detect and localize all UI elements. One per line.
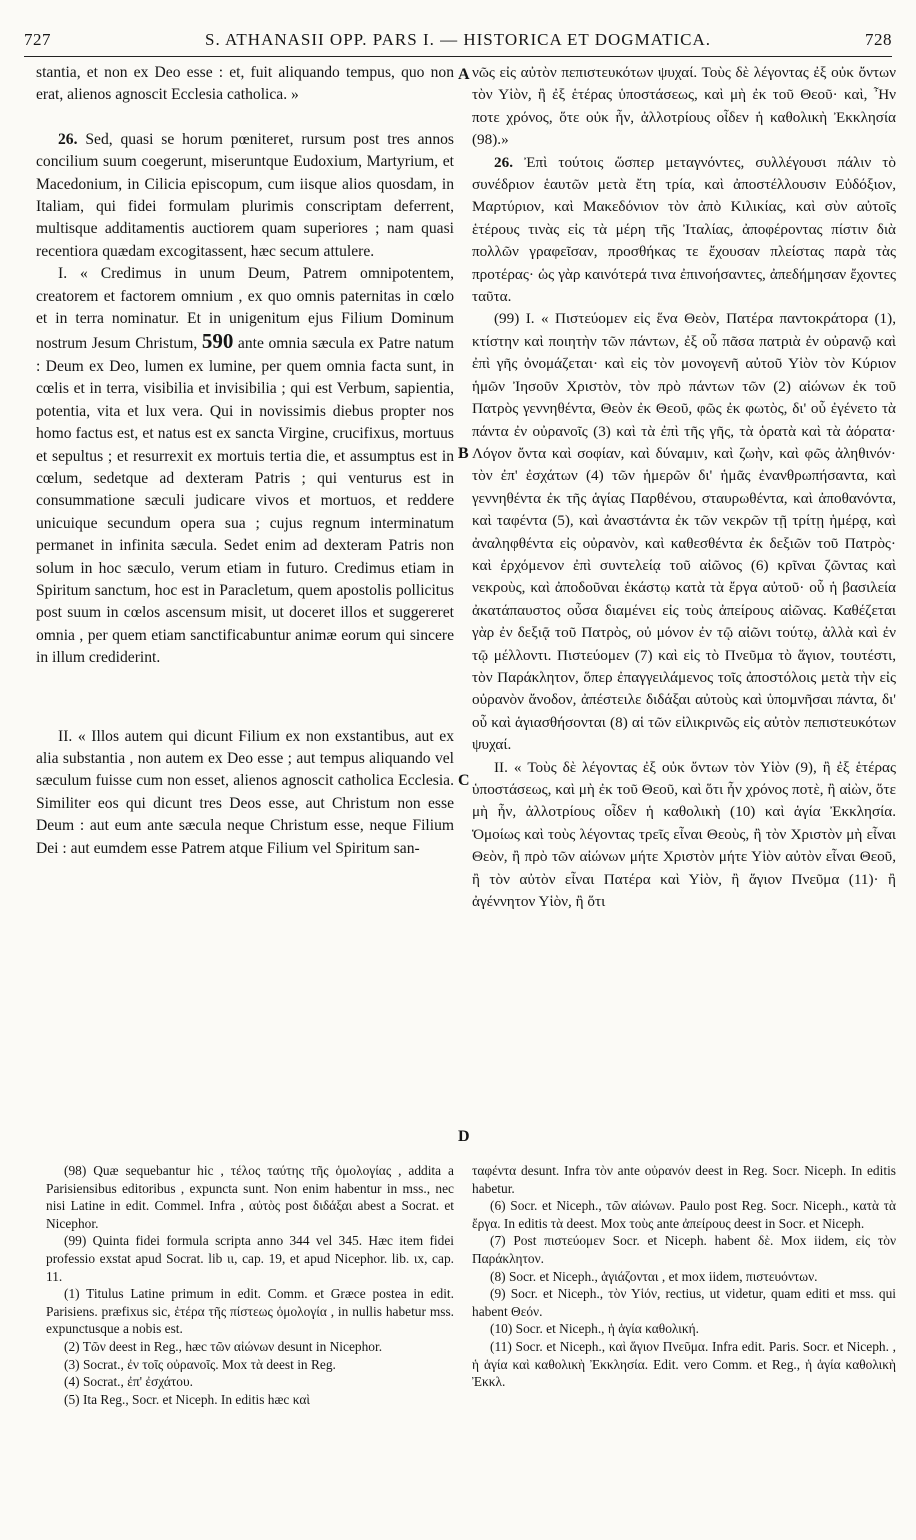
- footnote: (6) Socr. et Niceph., τῶν αἰώνων. Paulo post Reg. Socr. Niceph., κατὰ τὰ ἔργα. In editis τὰ deest. Mox τοὺς ante ἀπείρους deest in Socr. et Niceph.: [472, 1198, 896, 1231]
- running-header: [24, 30, 892, 58]
- footnote: (8) Socr. et Niceph., ἁγιάζονται , et mox iidem, πιστευόντων.: [490, 1268, 818, 1284]
- greek-paragraph-0: νῶς εἰς αὐτὸν πεπιστευκότων ψυχαί. Τοὺς δὲ λέγοντας ἐξ οὐκ ὄντων τὸν Υἱὸν, ἢ ἐξ ἑτέρας ὑποστάσεως, καὶ μὴ ἐκ τοῦ Θεοῦ· καὶ, Ἦν ποτε χρόνος, ὅτε οὐκ ἦν, ἀλλοτρίους οἶδεν ἡ καθολικὴ Ἐκκλησία (98).»: [472, 64, 896, 149]
- latin-paragraph-26-text: Sed, quasi se horum pœniteret, rursum post tres annos concilium suum coegerunt, miseruntque Eudoxium, Martyrium, et Macedonium, in Cilicia episcopum, cum iisque alios quosdam, in Italiam, qui fidei formulam plurimis conscriptam deferrent, multisque additamentis auctiorem quam superiores ; nam quasi recentiora quædam excogitassent, hæc secum attulere.: [36, 130, 454, 260]
- margin-letter-c: C: [458, 772, 470, 789]
- footnote-continued: ταφέντα desunt. Infra τὸν ante οὐρανόν deest in Reg. Socr. Niceph. In editis habetur.: [472, 1163, 896, 1196]
- footnote: (11) Socr. et Niceph., καὶ ἅγιον Πνεῦμα. Infra edit. Paris. Socr. et Niceph. , ἡ ἁγία καὶ καθολικὴ Ἐκκλησία. Edit. vero Comm. et Reg., ἡ ἁγία καθολικὴ Ἐκκλ.: [472, 1338, 896, 1390]
- page-number-right: 728: [865, 30, 892, 49]
- latin-column: [36, 62, 454, 860]
- greek-section-number: 26.: [494, 153, 513, 171]
- greek-paragraph-II: II. « Τοὺς δὲ λέγοντας ἐξ οὐκ ὄντων τὸν Υἱὸν (9), ἢ ἐξ ἑτέρας ὑποστάσεως, καὶ μὴ ἐκ τοῦ Θεοῦ, καὶ ὅτι ἦν χρόνος ποτὲ, ἢ αἰὼν, ὅτε μὴ ἦν, ἀλλοτρίους οἶδεν ἡ καθολικὴ (10) καὶ ἁγία Ἐκκλησία. Ὁμοίως καὶ τοὺς λέγοντας τρεῖς εἶναι Θεοὺς, ἢ τὸν Χριστὸν μὴ εἶναι Θεὸν, ἢ πρὸ τῶν αἰώνων μήτε Χριστὸν μήτε Υἱὸν αὐτὸν εἶναι Θεοῦ, ἢ τὸν αὐτὸν εἶναι Πατέρα καὶ Υἱὸν, ἢ ἅγιον Πνεῦμα (11)· ἢ ἀγέννητον Υἱὸν, ἢ ὅτι: [472, 758, 896, 911]
- greek-paragraph-I: (99) I. « Πιστεύομεν εἰς ἕνα Θεὸν, Πατέρα παντοκράτορα (1), κτίστην καὶ ποιητὴν τῶν πάντων, ἐξ οὗ πᾶσα πατριὰ ἐν οὐρανῷ καὶ ἐπὶ γῆς ὀνομάζεται· καὶ εἰς τὸν μονογενῆ αὐτοῦ Υἱὸν τὸν Κύριον ἡμῶν Ἰησοῦν Χριστὸν, τὸν πρὸ πάντων τῶν (2) αἰώνων ἐκ τοῦ Πατρὸς γεννηθέντα, Θεὸν ἐκ Θεοῦ, φῶς ἐκ φωτὸς, δι' οὗ ἐγένετο τὰ πάντα ἐν οὐρανοῖς (3) καὶ τὰ ἐπὶ τῆς γῆς, τὰ ὁρατὰ καὶ τὰ ἀόρατα· Λόγον ὄντα καὶ σοφίαν, καὶ δύναμιν, καὶ ζωὴν, καὶ φῶς ἀληθινόν· τὸν ἐπ' ἐσχάτων (4) τῶν ἡμερῶν δι' ἡμᾶς ἐνανθρωπήσαντα, καὶ γεννηθέντα ἐκ τῆς ἁγίας Παρθένου, σταυρωθέντα, καὶ ἀποθανόντα, καὶ ταφέντα (5), καὶ ἀναστάντα ἐκ τῶν νεκρῶν τῇ τρίτῃ ἡμέρᾳ, καὶ ἀναληφθέντα εἰς οὐρανὸν, καὶ καθεσθέντα ἐκ δεξιῶν τοῦ Πατρὸς· καὶ ἐρχόμενον ἐπὶ συντελείᾳ τοῦ αἰῶνος (6) κρῖναι ζῶντας καὶ νεκροὺς, καὶ ἀποδοῦναι ἑκάστῳ κατὰ τὰ ἔργα αὐτοῦ· οὗ ἡ βασιλεία ἀκατάπαυστος οὖσα διαμένει εἰς τοὺς ἀπείρους αἰῶνας. Καθέζεται γὰρ ἐν δεξιᾷ τοῦ Πατρὸς, οὐ μόνον ἐν τῷ αἰῶνι τούτῳ, ἀλλὰ καὶ ἐν τῷ μέλλοντι. Πιστεύομεν (7) καὶ εἰς τὸ Πνεῦμα τὸ ἅγιον, τουτέστι, τὸν Παράκλητον, ὅπερ ἐπαγγειλάμενος τοῖς ἀποστόλοις μετὰ τὴν εἰς οὐρανὸν ἄνοδον, ἀπέστειλε διδάξαι αὐτοὺς καὶ ὑπομνῆσαι πάντα, δι' οὗ καὶ ἁγιασθήσονται (8) αἱ τῶν εἰλικρινῶς εἰς αὐτὸν πεπιστευκότων ψυχαί.: [472, 310, 896, 754]
- latin-section-number: 26.: [58, 130, 78, 148]
- footnote: (7) Post πιστεύομεν Socr. et Niceph. habent δὲ. Mox iidem, εἰς τὸν Παράκλητον.: [472, 1233, 896, 1266]
- latin-paragraph-II: II. « Illos autem qui dicunt Filium ex non exstantibus, aut ex alia substantia , non autem ex Deo esse ; aut tempus aliquando vel sæculum fuisse cum non esset, alienos agnoscit catholica Ecclesia. Similiter eos qui dicunt tres Deos esse, aut Christum non esse Deum : aut eum ante sæcula neque Christum esse, neque Filium Dei : aut eumdem esse Patrem atque Filium vel Spiritum san-: [36, 727, 454, 857]
- footnote: (3) Socrat., ἐν τοῖς οὐρανοῖς. Mox τὰ deest in Reg.: [64, 1356, 336, 1372]
- margin-letter-d: D: [458, 1128, 470, 1145]
- margin-letter-a: A: [458, 66, 470, 83]
- footnote: (1) Titulus Latine primum in edit. Comm. et Græce postea in edit. Parisiens. præfixus sic, ἑτέρα τῆς πίστεως ὁμολογία , in nullis habetur mss. expunctusque a nobis est.: [46, 1286, 454, 1337]
- footnote: (2) Τῶν deest in Reg., hæc τῶν αἰώνων desunt in Nicephor.: [64, 1338, 383, 1354]
- latin-paragraph-26: [36, 129, 454, 263]
- footnote: (10) Socr. et Niceph., ἡ ἁγία καθολική.: [490, 1321, 699, 1337]
- footnote: (4) Socrat., ἐπ' ἐσχάτου.: [64, 1374, 193, 1390]
- latin-paragraph-I-text-a: I. « Credimus in unum Deum, Patrem omnipotentem, creatorem et factorem omnium , ex quo omnis paternitas in cœlo et in terra nominatur. Et in unigenitum ejus Filium Dominum nostrum Jesum Christum,: [36, 265, 454, 353]
- page-number-left: 727: [24, 30, 51, 49]
- latin-paragraph-I: [36, 263, 454, 669]
- margin-letter-b: B: [458, 445, 469, 462]
- greek-paragraph-26: [472, 152, 896, 309]
- footnote: (9) Socr. et Niceph., τὸν Υἱόν, rectius, ut videtur, quam editi et mss. qui habent Θεόν.: [472, 1286, 896, 1319]
- greek-paragraph-26-text: Ἐπὶ τούτοις ὥσπερ μεταγνόντες, συλλέγουσι πάλιν τὸ συνέδριον ἑαυτῶν μετὰ ἔτη τρία, καὶ ἀποστέλλουσιν Εὐδόξιον, Μαρτύριον, καὶ Μακεδόνιον τὸν ἀπὸ Κιλικίας, καὶ σὺν αὐτοῖς ἑτέρους τινὰς εἰς τὰ μέρη τῆς Ἰταλίας, ἀποφέροντας πίστιν διὰ πολλῶν γραφεῖσαν, προσθήκας τε ἔχουσαν πλείστας παρὰ τὰς προτέρας· ὡς γὰρ καινότερά τινα ἐπινοήσαντες, ἀπεδήμησαν ἔχοντες ταῦτα.: [472, 153, 897, 306]
- latin-paragraph-I-text-b: ante omnia sæcula ex Patre natum : Deum ex Deo, lumen ex lumine, per quem omnia facta sunt, in cœlis et in terra, visibilia et invisibilia ; qui est Verbum, sapientia, potentia, vita et lux vera. Qui in novissimis diebus propter nos homo factus est, et natus est ex sancta Virgine, crucifixus, mortuus et sepultus ; et resurrexit ex mortuis tertia die, et assumptus est in cœlum, sedetque ad dexteram Patris ; qui venturus est in consummatione sæculi judicare vivos et mortuos, et reddere unicuique secundum opera sua ; cujus regnum interminatum permanet in infinita sæcula. Sedet enim ad dexteram Patris non solum in hoc sæculo, verum etiam in futuro. Credimus etiam in Spiritum sanctum, hoc est in Paracletum, quem apostolis pollicitus post suum in cœlos ascensum misit, ut doceret illos et suggereret omnia , per quem etiam sanctificabuntur animæ eorum qui sincere in illum crediderint.: [36, 335, 454, 667]
- greek-column: [472, 62, 896, 913]
- latin-paragraph-0: stantia, et non ex Deo esse : et, fuit aliquando tempus, quo non erat, alienos agnoscit Ecclesia catholica. »: [36, 64, 454, 104]
- footnote: (98) Quæ sequebantur hic , τέλος ταύτης τῆς ὁμολογίας , addita a Parisiensibus editoribus , expuncta sunt. Non enim habentur in mss., nec nisi Latine in edit. Commel. Infra , αὐτὸς post διδάξαι abest a Socrat. et Nicephor.: [46, 1163, 454, 1231]
- column-number: 590: [201, 329, 234, 354]
- header-rule: [24, 56, 892, 57]
- footnotes-left: [46, 1162, 454, 1408]
- running-title: S. ATHANASII OPP. PARS I. — HISTORICA ET DOGMATICA.: [205, 30, 711, 49]
- footnotes-right: [472, 1162, 896, 1391]
- footnote: (99) Quinta fidei formula scripta anno 344 vel 345. Hæc item fidei professio exstat apud Socrat. lib ιι, cap. 19, et apud Nicephor. lib. ιx, cap. 11.: [46, 1233, 454, 1284]
- footnote: (5) Ita Reg., Socr. et Niceph. In editis hæc καὶ: [64, 1391, 310, 1407]
